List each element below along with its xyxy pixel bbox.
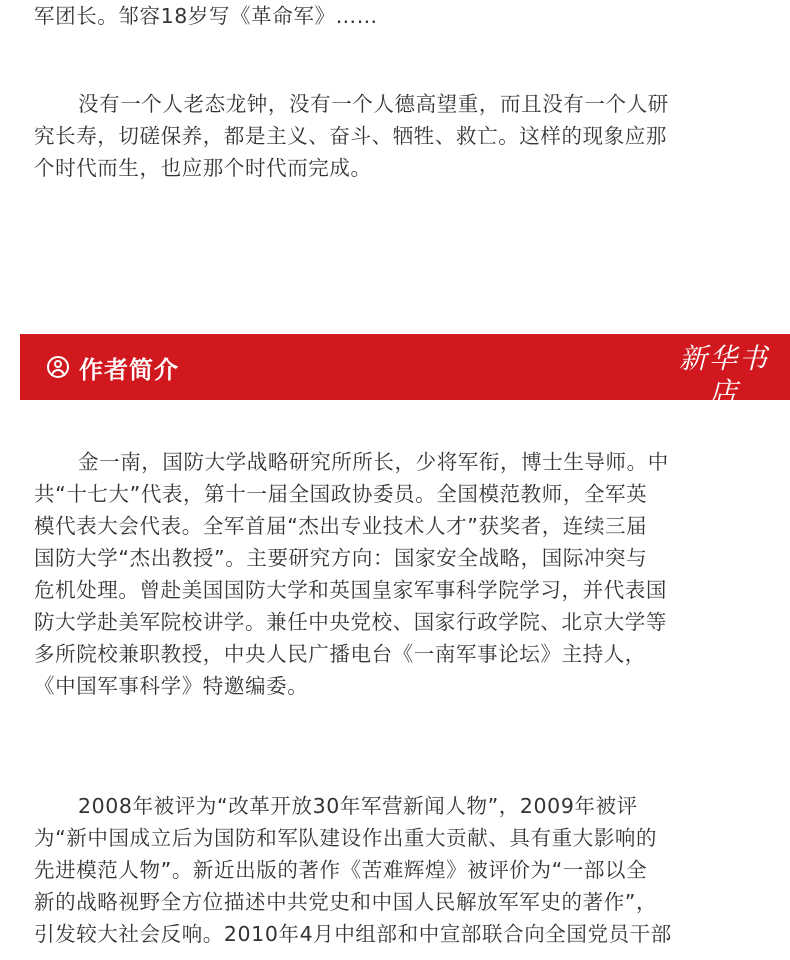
- text-line: 国防大学“杰出教授”。主要研究方向：国家安全战略，国际冲突与: [34, 546, 648, 570]
- text-line: 究长寿，切磋保养，都是主义、奋斗、牺牲、救亡。这样的现象应那: [34, 124, 667, 148]
- text-line: 《中国军事科学》特邀编委。: [34, 674, 309, 698]
- text-line: 军团长。邹容18岁写《革命军》……: [34, 4, 378, 28]
- text-line: 没有一个人老态龙钟，没有一个人德高望重，而且没有一个人研: [78, 92, 669, 116]
- xinhua-bookstore-logo: [668, 342, 780, 420]
- text-line: 新的战略视野全方位描述中共党史和中国人民解放军军史的著作”，: [34, 890, 658, 914]
- text-line: 2008年被评为“改革开放30年军营新闻人物”，2009年被评: [78, 794, 638, 818]
- logo-chinese-text: 新华书店: [678, 342, 769, 409]
- spirit-paragraph: [34, 88, 754, 184]
- text-line: 模代表大会代表。全军首届“杰出专业技术人才”获奖者，连续三届: [34, 514, 648, 538]
- text-line: 先进模范人物”。新近出版的著作《苦难辉煌》被评价为“一部以全: [34, 858, 648, 882]
- text-line: 为“新中国成立后为国防和军队建设作出重大贡献、具有重大影响的: [34, 826, 658, 850]
- intro-paragraph: [34, 0, 754, 32]
- awards-paragraph: [34, 790, 754, 950]
- text-line: 引发较大社会反响。2010年4月中组部和中宣部联合向全国党员干部: [34, 922, 672, 946]
- text-line: 共“十七大”代表，第十一届全国政协委员。全国模范教师，全军英: [34, 482, 648, 506]
- author-bio-paragraph: [34, 446, 754, 702]
- author-section-banner: [20, 334, 790, 419]
- logo-english-text: XINHUA BOOKSTORE: [678, 410, 770, 419]
- text-line: 危机处理。曾赴美国国防大学和英国皇家军事科学院学习，并代表国: [34, 578, 667, 602]
- text-line: 多所院校兼职教授，中央人民广播电台《一南军事论坛》主持人，: [34, 642, 646, 666]
- person-circle-icon: [47, 356, 69, 378]
- section-title: 作者简介: [79, 355, 179, 384]
- text-line: 防大学赴美军院校讲学。兼任中央党校、国家行政学院、北京大学等: [34, 610, 667, 634]
- text-line: 金一南，国防大学战略研究所所长，少将军衔，博士生导师。中: [78, 450, 669, 474]
- text-line: 个时代而生，也应那个时代而完成。: [34, 156, 372, 180]
